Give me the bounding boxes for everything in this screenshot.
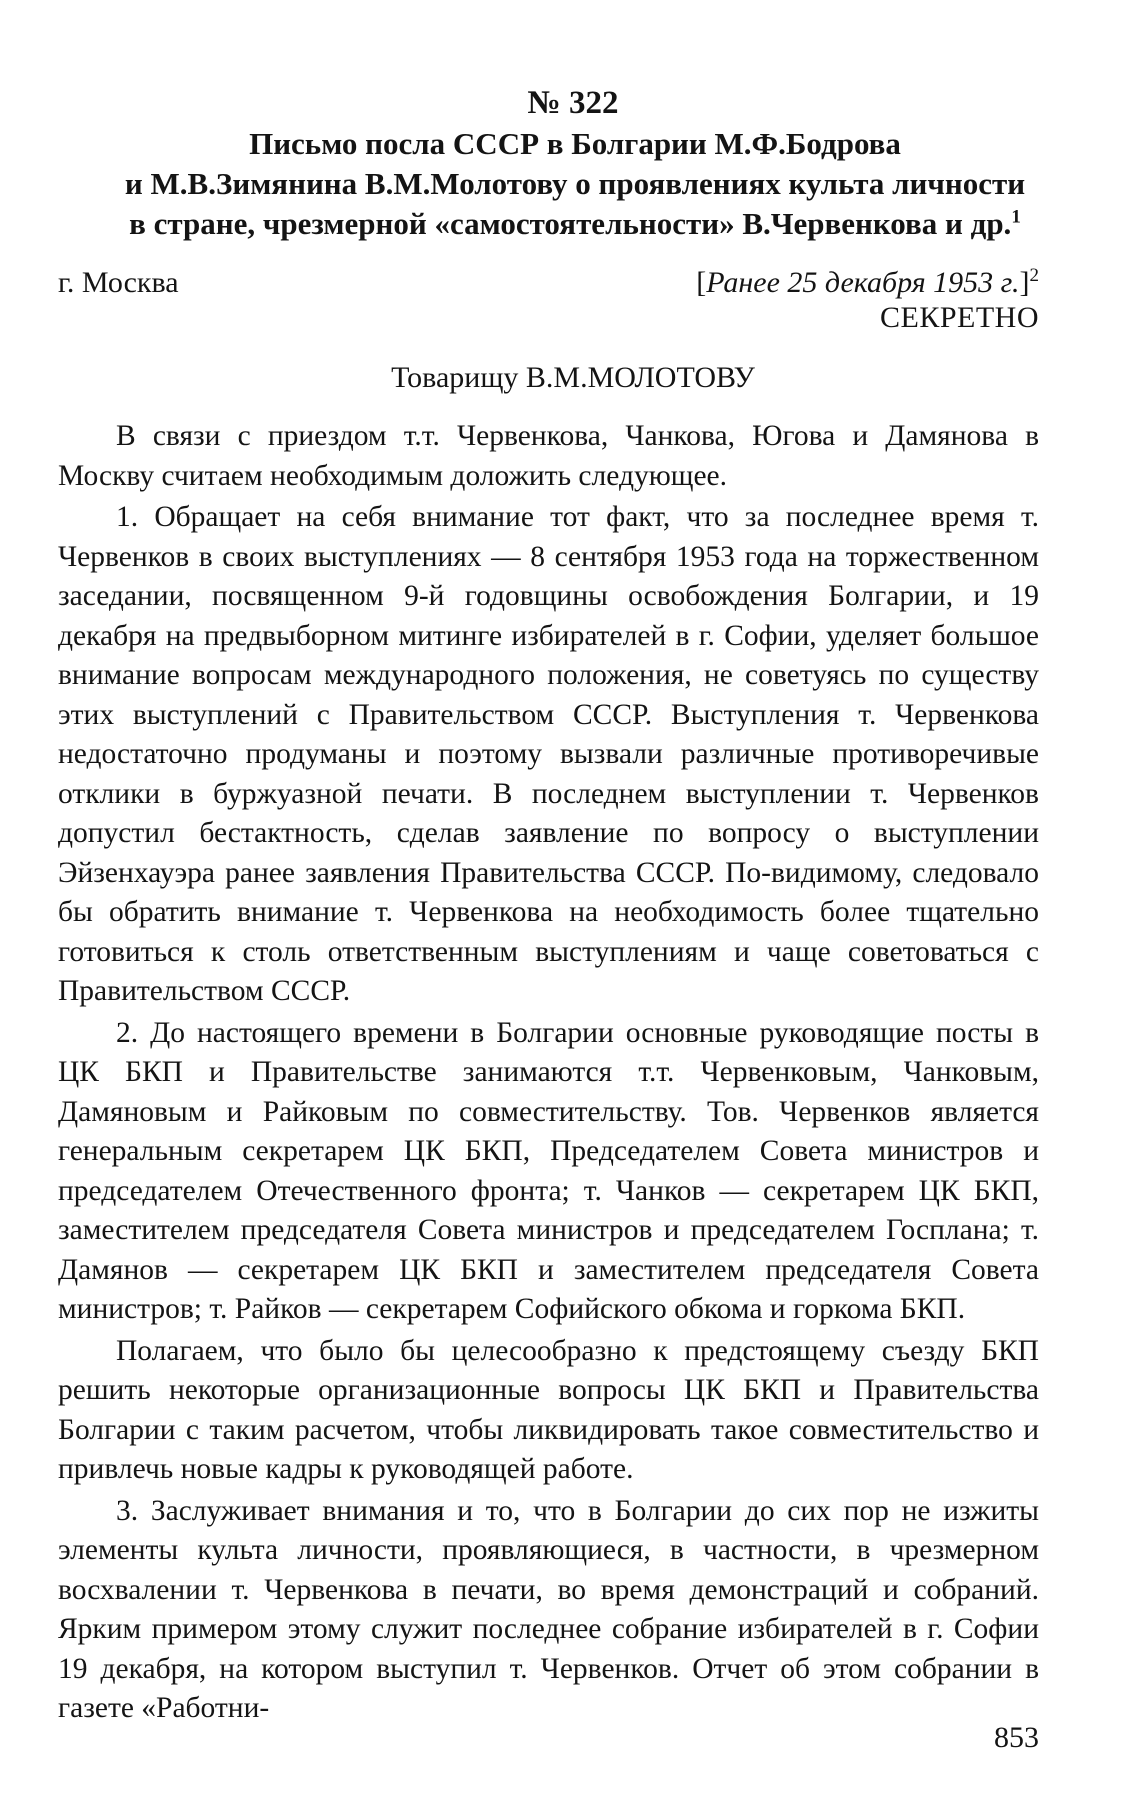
letter-body bbox=[58, 417, 1039, 1731]
title-line-2: и М.В.Зимянина В.М.Молотову о проявлениях культа личности bbox=[124, 166, 1026, 201]
title-line-3-text: в стране, чрезмерной «самостоятельности» В.Червенкова и др. bbox=[129, 206, 1012, 241]
title-line-1: Письмо посла СССР в Болгарии М.Ф.Бодрова bbox=[249, 126, 901, 161]
place: г. Москва bbox=[58, 266, 179, 299]
date-footnote-marker: 2 bbox=[1029, 265, 1039, 286]
title-footnote-marker: 1 bbox=[1011, 206, 1021, 228]
page-number: 853 bbox=[994, 1721, 1039, 1754]
paragraph-2: 2. До настоящего времени в Болгарии основные руководящие посты в ЦК БКП и Правительстве занимаются т.т. Червенковым, Чанковым, Дамяновым и Райковым по совместительству. Тов. Червенков является генеральным секретарем ЦК БКП, Председателем Совета министров и председателем Отечественного фронта; т. Чанков — секретарем ЦК БКП, заместителем председателя Совета министров и председателем Госплана; т. Дамянов — секретарем ЦК БКП и заместителем председателя Совета министров; т. Райков — секретарем Софийского обкома и горкома БКП. bbox=[58, 1016, 1039, 1325]
classification-stamp: СЕКРЕТНО bbox=[879, 301, 1039, 334]
date-text: Ранее 25 декабря 1953 г. bbox=[706, 266, 1020, 299]
title-line-3 bbox=[60, 204, 1090, 244]
document-title bbox=[60, 124, 1090, 244]
addressee: Товарищу В.М.МОЛОТОВУ bbox=[391, 361, 755, 394]
paragraph-1: 1. Обращает на себя внимание тот факт, что за последнее время т. Червенков в своих выступлениях — 8 сентября 1953 года на торжественном заседании, посвященном 9-й годовщины освобождения Болгарии, и 19 декабря на предвыборном митинге избирателей в г. Софии, уделяет большое внимание вопросам международного положения, не советуясь по существу этих выступлений с Правительством СССР. Выступления т. Червенкова недостаточно продуманы и поэтому вызвали различные противоречивые отклики в буржуазной печати. В последнем выступлении т. Червенков допустил бестактность, сделав заявление по вопросу о выступлении Эйзенхауэра ранее заявления Правительства СССР. По-видимому, следовало бы обратить внимание т. Червенкова на необходимость более тщательно готовиться к столь ответственным выступлениям и чаще советоваться с Правительством СССР. bbox=[58, 501, 1039, 1007]
date-bracket-close: ] bbox=[1019, 266, 1030, 299]
date bbox=[696, 265, 1039, 301]
document-number: № 322 bbox=[527, 85, 619, 121]
date-bracket-open: [ bbox=[696, 266, 707, 299]
paragraph-2-proposal: Полагаем, что было бы целесообразно к предстоящему съезду БКП решить некоторые организационные вопросы ЦК БКП и Правительства Болгарии с таким расчетом, чтобы ликвидировать такое совместительство и привлечь новые кадры к руководящей работе. bbox=[58, 1334, 1039, 1485]
paragraph-3: 3. Заслуживает внимания и то, что в Болгарии до сих пор не изжиты элементы культа личности, проявляющиеся, в частности, в чрезмерном восхвалении т. Червенкова в печати, во время демонстраций и собраний. Ярким примером этому служит последнее собрание избирателей в г. Софии 19 декабря, на котором выступил т. Червенков. Отчет об этом собрании в газете «Работни- bbox=[58, 1494, 1039, 1724]
paragraph-intro: В связи с приездом т.т. Червенкова, Чанкова, Югова и Дамянова в Москву считаем необходимым доложить следующее. bbox=[58, 420, 1039, 492]
